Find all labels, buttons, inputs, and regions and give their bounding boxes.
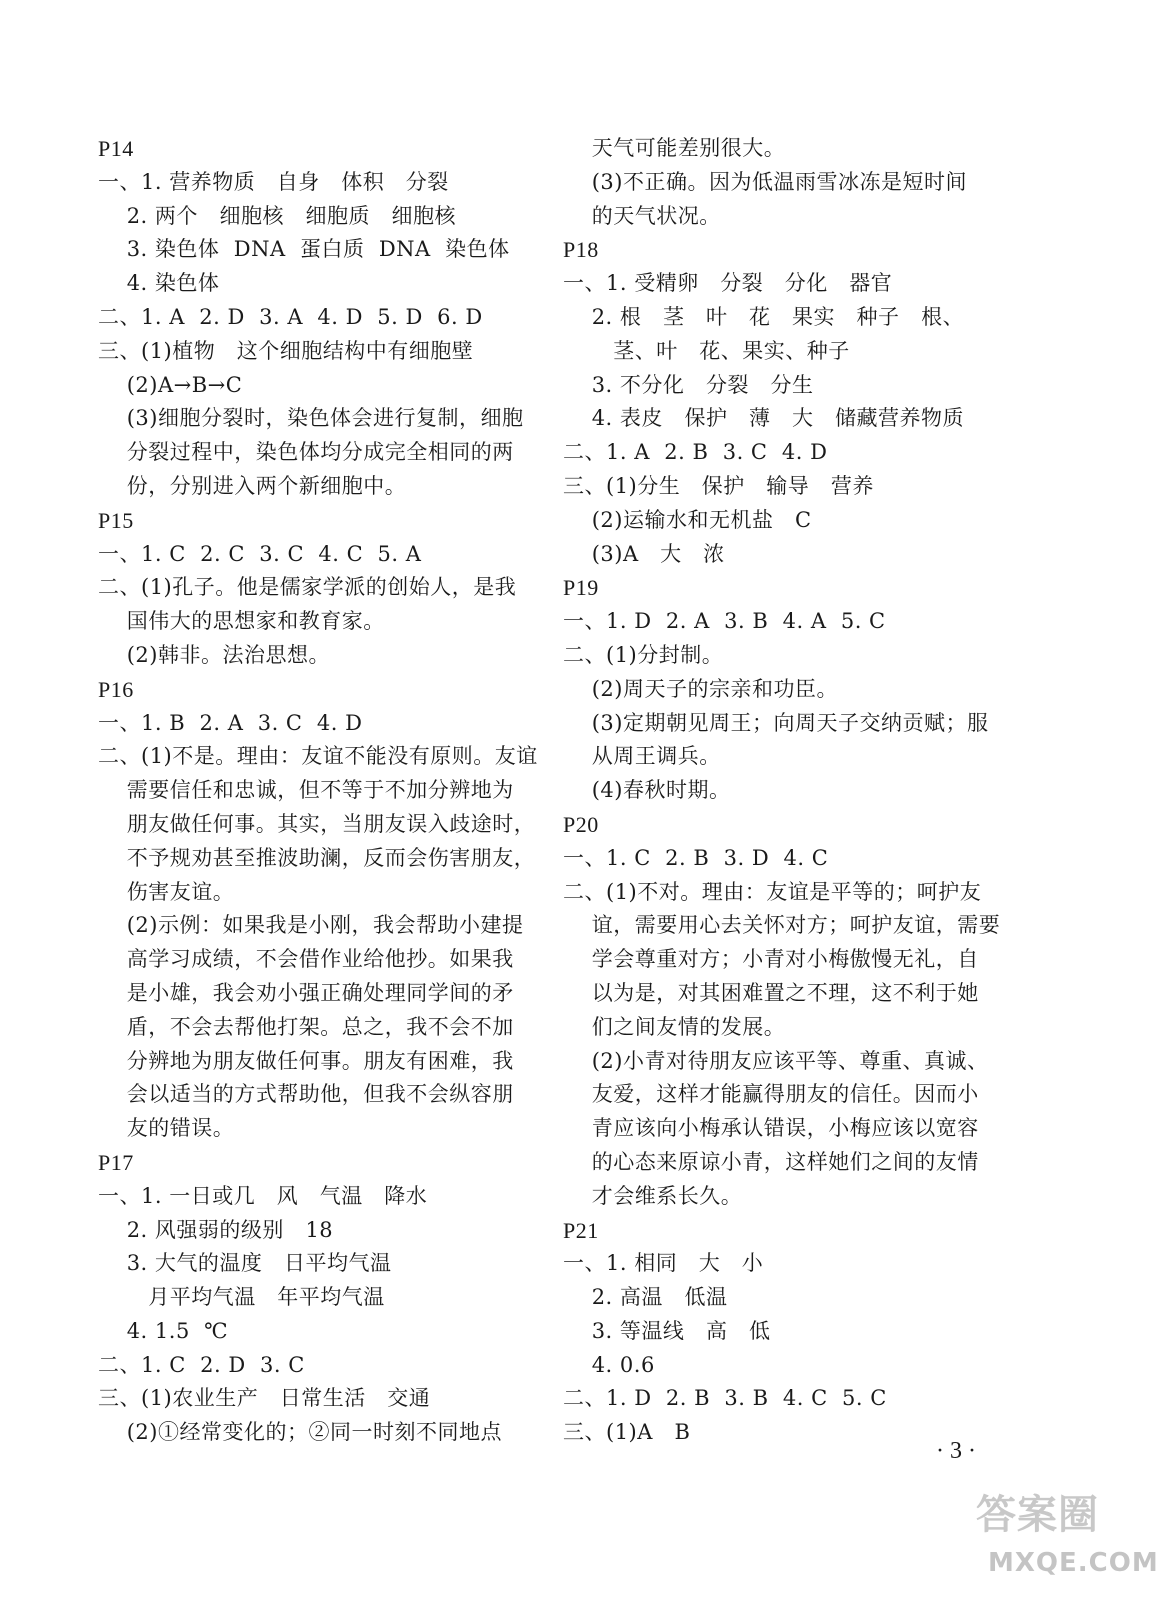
- answer-line: 4. 染色体: [98, 271, 220, 296]
- left-column: [98, 132, 543, 1450]
- answer-line: 分裂过程中，染色体均分成完全相同的两: [98, 440, 514, 465]
- answer-line: 天气可能差别很大。: [563, 136, 786, 160]
- answer-line: 友的错误。: [98, 1116, 235, 1141]
- answer-line: 分辨地为朋友做任何事。朋友有困难，我: [98, 1048, 514, 1073]
- answer-line: 三、(1)植物 这个细胞结构中有细胞壁: [98, 338, 474, 363]
- answer-line: 一、1. D 2. A 3. B 4. A 5. C: [563, 609, 886, 634]
- answer-line: 国伟大的思想家和教育家。: [98, 609, 385, 634]
- answer-line: 份，分别进入两个新细胞中。: [98, 473, 407, 498]
- answer-line: 三、(1)农业生产 日常生活 交通: [98, 1386, 431, 1411]
- answer-line: (4)春秋时期。: [563, 778, 731, 803]
- section-heading: P20: [563, 811, 599, 837]
- section-heading: P17: [98, 1149, 134, 1175]
- answer-line: 二、(1)孔子。他是儒家学派的创始人，是我: [98, 575, 517, 600]
- answer-line: 2. 根 茎 叶 花 果实 种子 根、: [563, 304, 965, 329]
- answer-line: 友爱，这样才能赢得朋友的信任。因而小: [563, 1082, 979, 1107]
- answer-line: 学会尊重对方；小青对小梅傲慢无礼，自: [563, 947, 979, 972]
- answer-line: (2)小青对待朋友应该平等、尊重、真诚、: [563, 1048, 989, 1073]
- answer-line: 以为是，对其困难置之不理，这不利于她: [563, 980, 979, 1005]
- answer-line: 4. 1.5 ℃: [98, 1318, 229, 1343]
- answer-line: 2. 风强弱的级别 18: [98, 1217, 334, 1242]
- section-heading: P19: [563, 575, 599, 601]
- answer-line: (2)A→B→C: [98, 372, 243, 397]
- section-heading: P18: [563, 237, 599, 263]
- answer-line: 青应该向小梅承认错误，小梅应该以宽容: [563, 1116, 979, 1141]
- answer-line: 是小雄，我会劝小强正确处理同学间的矛: [98, 980, 514, 1005]
- answer-line: 一、1. C 2. C 3. C 4. C 5. A: [98, 541, 422, 566]
- answer-line: 月平均气温 年平均气温: [98, 1285, 385, 1310]
- answer-line: 们之间友情的发展。: [563, 1014, 786, 1039]
- answer-line: 一、1. 营养物质 自身 体积 分裂: [98, 169, 449, 194]
- answer-line: 3. 大气的温度 日平均气温: [98, 1251, 392, 1276]
- answer-line: 三、(1)A B: [563, 1420, 691, 1445]
- answer-line: 一、1. 一日或几 风 气温 降水: [98, 1183, 428, 1208]
- answer-line: 二、(1)分封制。: [563, 642, 724, 667]
- answer-line: 二、(1)不是。理由：友谊不能没有原则。友谊: [98, 744, 538, 769]
- answer-line: 二、1. A 2. B 3. C 4. D: [563, 440, 828, 465]
- answer-line: (3)不正确。因为低温雨雪冰冻是短时间: [563, 169, 967, 194]
- section-heading: P16: [98, 676, 134, 702]
- answer-line: 3. 染色体 DNA 蛋白质 DNA 染色体: [98, 237, 510, 262]
- watermark-url: MXQE.COM: [988, 1548, 1159, 1578]
- answer-line: 二、(1)不对。理由：友谊是平等的；呵护友: [563, 879, 982, 904]
- answer-line: (2)周天子的宗亲和功臣。: [563, 676, 838, 701]
- answer-line: 二、1. D 2. B 3. B 4. C 5. C: [563, 1386, 887, 1411]
- answer-line: (2)运输水和无机盐 C: [563, 507, 812, 532]
- section-heading: P21: [563, 1217, 599, 1243]
- section-heading: P14: [98, 136, 134, 161]
- section-heading: P15: [98, 507, 134, 533]
- answer-line: 会以适当的方式帮助他，但我不会纵容朋: [98, 1082, 514, 1107]
- answer-line: 茎、叶 花、果实、种子: [563, 338, 850, 363]
- answer-line: 一、1. B 2. A 3. C 4. D: [98, 710, 363, 735]
- answer-line: 的心态来原谅小青，这样她们之间的友情: [563, 1149, 979, 1174]
- page-number: · 3 ·: [936, 1438, 976, 1464]
- answer-line: 2. 高温 低温: [563, 1285, 728, 1310]
- watermark-logo: [976, 1490, 1159, 1590]
- answer-line: (2)韩非。法治思想。: [98, 642, 330, 667]
- answer-line: 三、(1)分生 保护 输导 营养: [563, 473, 874, 498]
- answer-line: (2)①经常变化的；②同一时刻不同地点: [98, 1420, 502, 1445]
- answer-line: 二、1. A 2. D 3. A 4. D 5. D 6. D: [98, 304, 483, 329]
- answer-line: 一、1. 相同 大 小: [563, 1251, 764, 1276]
- answer-line: 盾，不会去帮他打架。总之，我不会不加: [98, 1014, 514, 1039]
- answer-line: 一、1. 受精卵 分裂 分化 器官: [563, 271, 893, 296]
- answer-line: 才会维系长久。: [563, 1183, 743, 1208]
- answer-line: 4. 表皮 保护 薄 大 储藏营养物质: [563, 406, 965, 431]
- answer-line: 需要信任和忠诚，但不等于不加分辨地为: [98, 778, 514, 803]
- answer-line: 二、1. C 2. D 3. C: [98, 1352, 305, 1377]
- answer-line: 2. 两个 细胞核 细胞质 细胞核: [98, 203, 456, 228]
- answer-line: 从周王调兵。: [563, 744, 721, 769]
- answer-line: 3. 不分化 分裂 分生: [563, 372, 814, 397]
- answer-line: 谊，需要用心去关怀对方；呵护友谊，需要: [563, 913, 1001, 938]
- watermark-title: 答案圈: [976, 1492, 1099, 1538]
- answer-line: 伤害友谊。: [98, 879, 235, 904]
- answer-line: 高学习成绩，不会借作业给他抄。如果我: [98, 947, 514, 972]
- answer-line: 4. 0.6: [563, 1352, 655, 1377]
- answer-line: 不予规劝甚至推波助澜，反而会伤害朋友，: [98, 845, 536, 870]
- answer-line: (2)示例：如果我是小刚，我会帮助小建提: [98, 913, 524, 938]
- answer-line: 3. 等温线 高 低: [563, 1318, 771, 1343]
- answer-line: (3)A 大 浓: [563, 541, 725, 566]
- answer-line: (3)细胞分裂时，染色体会进行复制，细胞: [98, 406, 524, 431]
- answer-line: 朋友做任何事。其实，当朋友误入歧途时，: [98, 811, 536, 836]
- right-column: [563, 132, 1003, 1450]
- answer-line: 一、1. C 2. B 3. D 4. C: [563, 845, 829, 870]
- answer-line: 的天气状况。: [563, 203, 721, 228]
- answer-line: (3)定期朝见周王；向周天子交纳贡赋；服: [563, 710, 989, 735]
